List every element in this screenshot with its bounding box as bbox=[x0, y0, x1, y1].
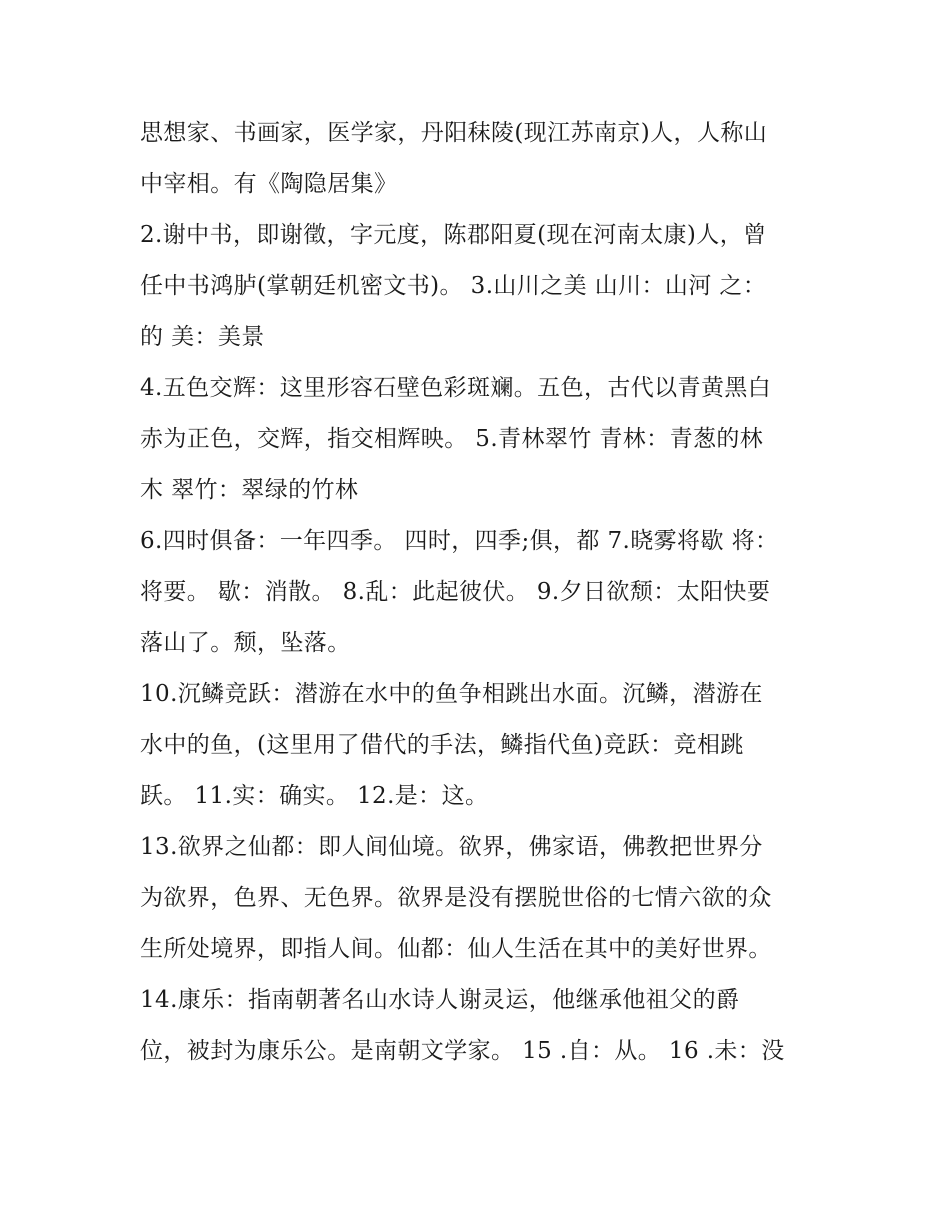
text-line: 落山了。颓，坠落。 bbox=[140, 630, 351, 656]
text-line: 中宰相。有《陶隐居集》 bbox=[140, 171, 398, 197]
text-line: 赤为正色，交辉，指交相辉映。 5.青林翠竹 青林：青葱的林 bbox=[140, 426, 764, 452]
text-line: 13.欲界之仙都：即人间仙境。欲界，佛家语，佛教把世界分 bbox=[140, 834, 763, 860]
document-text-body bbox=[140, 108, 830, 1077]
text-line: 水中的鱼，(这里用了借代的手法，鳞指代鱼)竞跃：竞相跳 bbox=[140, 732, 744, 758]
text-line: 任中书鸿胪(掌朝廷机密文书)。 3.山川之美 山川：山河 之： bbox=[140, 273, 767, 299]
text-line: 4.五色交辉：这里形容石壁色彩斑斓。五色，古代以青黄黑白 bbox=[140, 375, 772, 401]
text-line: 14.康乐：指南朝著名山水诗人谢灵运，他继承他祖父的爵 bbox=[140, 987, 740, 1013]
text-line: 为欲界，色界、无色界。欲界是没有摆脱世俗的七情六欲的众 bbox=[140, 885, 772, 911]
text-line: 思想家、书画家，医学家，丹阳秣陵(现江苏南京)人，人称山 bbox=[140, 120, 768, 146]
text-line: 的 美：美景 bbox=[140, 324, 265, 350]
text-line: 跃。 11.实：确实。 12.是：这。 bbox=[140, 783, 489, 809]
text-line: 2.谢中书，即谢徵，字元度，陈郡阳夏(现在河南太康)人，曾 bbox=[140, 222, 767, 248]
text-line: 位，被封为康乐公。是南朝文学家。 15 .自：从。 16 .未：没 bbox=[140, 1038, 785, 1064]
text-line: 生所处境界，即指人间。仙都：仙人生活在其中的美好世界。 bbox=[140, 936, 772, 962]
text-line: 木 翠竹：翠绿的竹林 bbox=[140, 477, 359, 503]
text-line: 10.沉鳞竞跃：潜游在水中的鱼争相跳出水面。沉鳞，潜游在 bbox=[140, 681, 763, 707]
text-line: 6.四时俱备：一年四季。 四时，四季;俱，都 7.晓雾将歇 将： bbox=[140, 528, 779, 554]
text-line: 将要。 歇：消散。 8.乱：此起彼伏。 9.夕日欲颓：太阳快要 bbox=[140, 579, 771, 605]
